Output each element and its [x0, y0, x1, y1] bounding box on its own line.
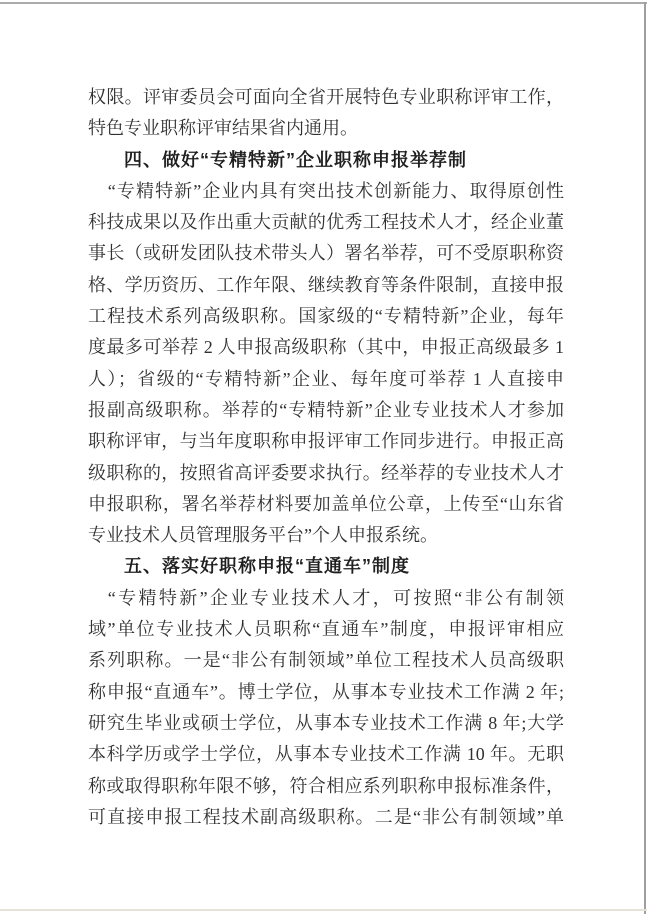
document-line: 称或取得职称年限不够，符合相应系列职称申报标准条件，: [88, 775, 564, 796]
document-line: 申报职称，署名举荐材料要加盖单位公章，上传至“山东省: [88, 493, 564, 514]
document-line: “专精特新”企业专业技术人才，可按照“非公有制领: [107, 587, 564, 608]
document-line: 系列职称。一是“非公有制领域”单位工程技术人员高级职: [88, 650, 564, 671]
document-line: 度最多可举荐 2 人申报高级职称（其中，申报正高级最多 1: [88, 337, 564, 358]
document-line: 本科学历或学士学位，从事本专业技术工作满 10 年。无职: [88, 744, 564, 765]
document-line: 权限。评审委员会可面向全省开展特色专业职称评审工作，: [88, 87, 564, 107]
document-line: 称申报“直通车”。博士学位，从事本专业技术工作满 2 年;: [88, 681, 564, 702]
section-heading: 四、做好“专精特新”企业职称申报举荐制: [124, 149, 467, 170]
document-line: 研究生毕业或硕士学位，从事本专业技术工作满 8 年;大学: [88, 712, 564, 733]
document-line: 格、学历资历、工作年限、继续教育等条件限制，直接申报: [88, 274, 564, 295]
document-line: 工程技术系列高级职称。国家级的“专精特新”企业，每年: [88, 306, 564, 327]
page-right-border: [644, 2, 646, 914]
document-line: 职称评审，与当年度职称申报评审工作同步进行。申报正高: [88, 431, 564, 452]
document-line: 域”单位专业技术人员职称“直通车”制度，申报评审相应: [88, 619, 564, 640]
document-line: 科技成果以及作出重大贡献的优秀工程技术人才，经企业董: [88, 212, 564, 233]
document-body-text: [88, 82, 564, 833]
document-line: 事长（或研发团队技术带头人）署名举荐，可不受原职称资: [88, 243, 564, 264]
document-line: 特色专业职称评审结果省内通用。: [88, 118, 358, 139]
page-top-border: [0, 2, 647, 4]
document-line: 专业技术人员管理服务平台”个人申报系统。: [88, 525, 438, 546]
document-line: “专精特新”企业内具有突出技术创新能力、取得原创性: [107, 180, 564, 201]
section-heading: 五、落实好职称申报“直通车”制度: [124, 556, 410, 577]
page-bottom-border: [0, 909, 647, 911]
document-line: 级职称的，按照省高评委要求执行。经举荐的专业技术人才: [88, 462, 564, 483]
document-line: 人）；省级的“专精特新”企业、每年度可举荐 1 人直接申: [88, 368, 564, 389]
document-line: 可直接申报工程技术副高级职称。二是“非公有制领域”单: [88, 806, 564, 827]
document-line: 报副高级职称。举荐的“专精特新”企业专业技术人才参加: [88, 399, 564, 420]
